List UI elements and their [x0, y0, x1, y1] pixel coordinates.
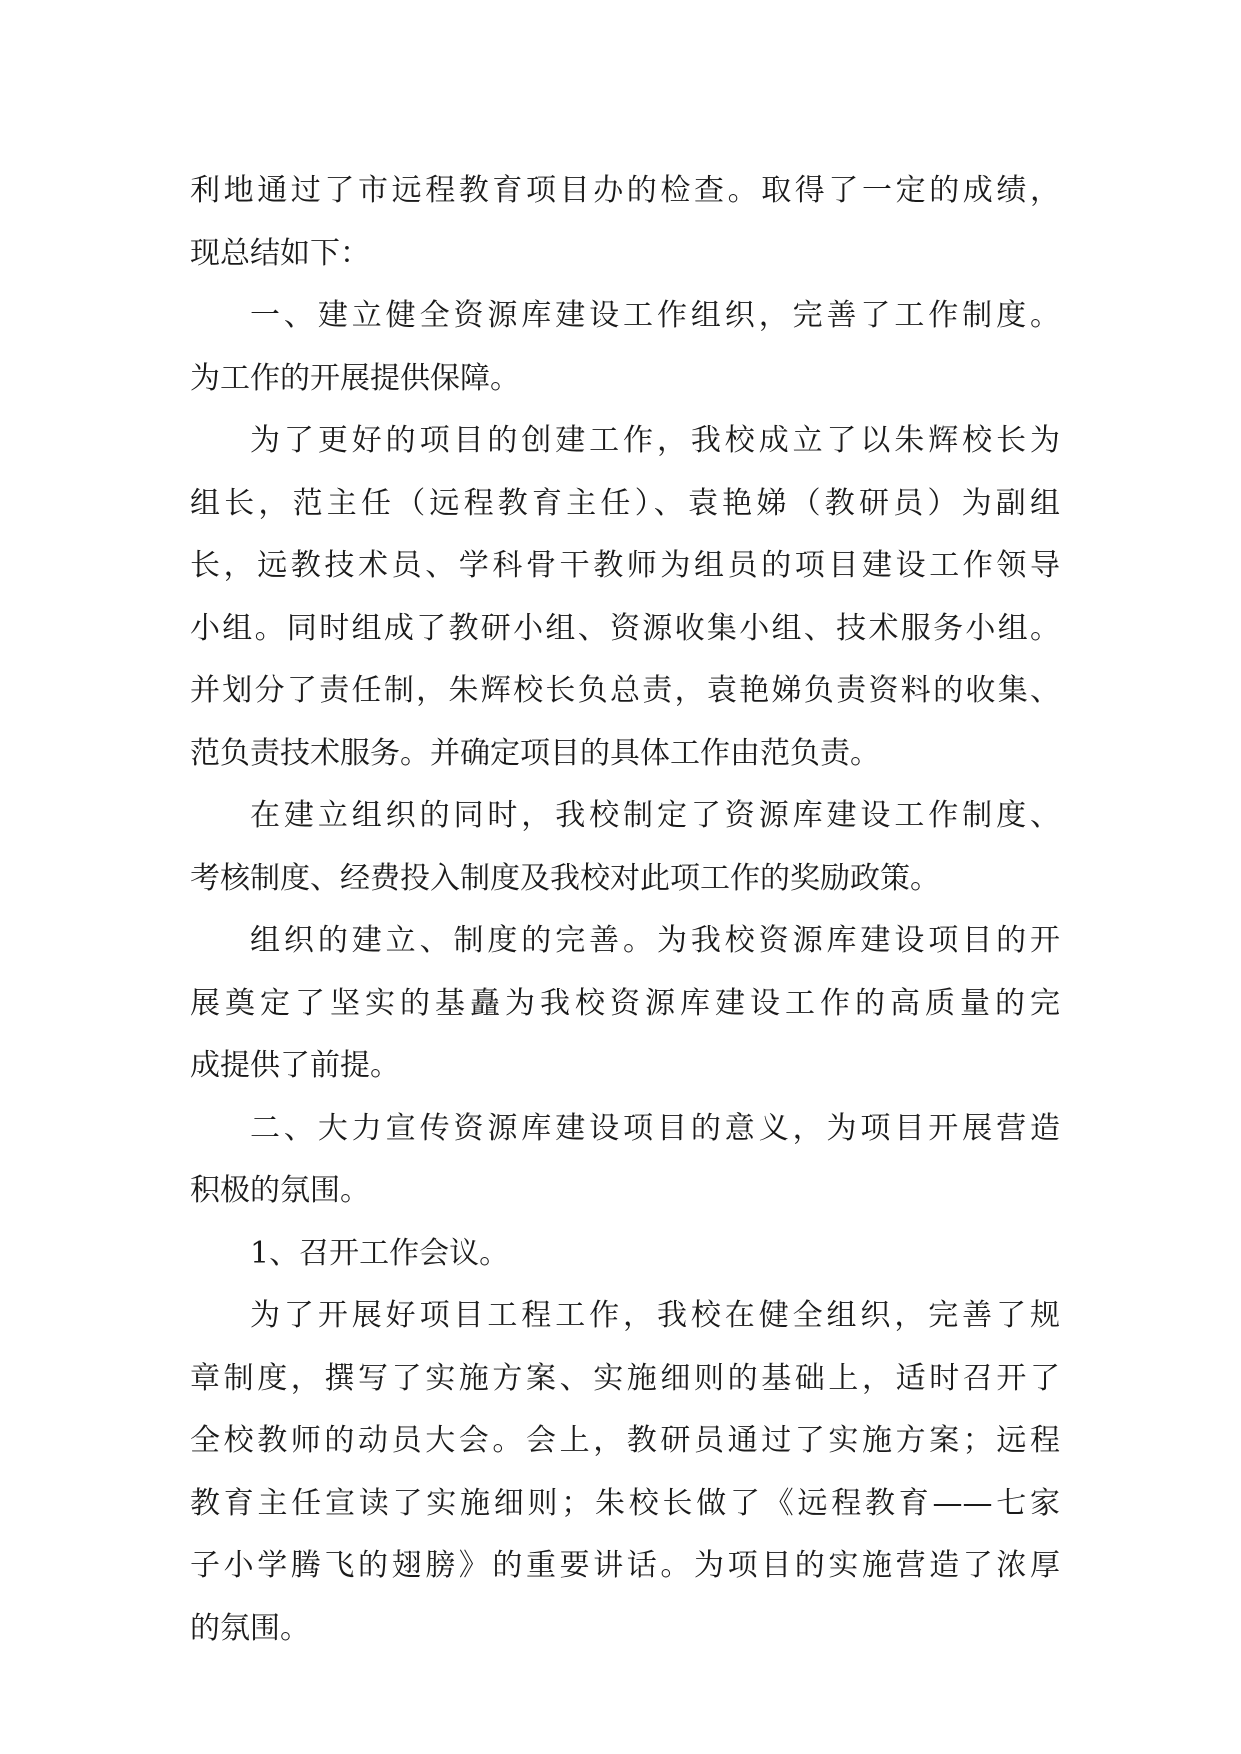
section-heading: 一、建立健全资源库建设工作组织，完善了工作制度。: [250, 298, 1060, 333]
text-line: 并划分了责任制，朱辉校长负总责，袁艳娣负责资料的收集、: [190, 673, 1060, 708]
text-line: 教育主任宣读了实施细则；朱校长做了《远程教育——七家: [190, 1485, 1060, 1521]
document-body: [190, 160, 1060, 1660]
section-heading: 二、大力宣传资源库建设项目的意义，为项目开展营造: [250, 1110, 1060, 1146]
text-line: 的氛围。: [190, 1610, 310, 1646]
text-line: 成提供了前提。: [190, 1048, 400, 1083]
text-line: 为工作的开展提供保障。: [190, 360, 520, 396]
text-line: 全校教师的动员大会。会上，教研员通过了实施方案；远程: [190, 1423, 1060, 1458]
text-line: 展奠定了坚实的基矗为我校资源库建设工作的高质量的完: [190, 985, 1060, 1021]
text-line: 利地通过了市远程教育项目办的检查。取得了一定的成绩，: [190, 173, 1060, 208]
text-line: 为了更好的项目的创建工作，我校成立了以朱辉校长为: [250, 423, 1060, 458]
text-line: 为了开展好项目工程工作，我校在健全组织，完善了规: [250, 1298, 1060, 1333]
text-line: 范负责技术服务。并确定项目的具体工作由范负责。: [190, 735, 880, 771]
text-line: 积极的氛围。: [190, 1173, 370, 1208]
text-line: 组织的建立、制度的完善。为我校资源库建设项目的开: [250, 923, 1060, 958]
text-line: 子小学腾飞的翅膀》的重要讲话。为项目的实施营造了浓厚: [190, 1548, 1060, 1583]
text-line: 组长，范主任（远程教育主任）、袁艳娣（教研员）为副组: [190, 485, 1060, 521]
text-line: 小组。同时组成了教研小组、资源收集小组、技术服务小组。: [190, 610, 1060, 646]
text-line: 章制度，撰写了实施方案、实施细则的基础上，适时召开了: [190, 1360, 1060, 1396]
text-line: 考核制度、经费投入制度及我校对此项工作的奖励政策。: [190, 860, 940, 896]
text-line: 长，远教技术员、学科骨干教师为组员的项目建设工作领导: [190, 548, 1060, 583]
text-line: 在建立组织的同时，我校制定了资源库建设工作制度、: [250, 798, 1060, 833]
text-line: 现总结如下：: [190, 235, 370, 271]
subsection-heading: 1、召开工作会议。: [250, 1235, 510, 1271]
